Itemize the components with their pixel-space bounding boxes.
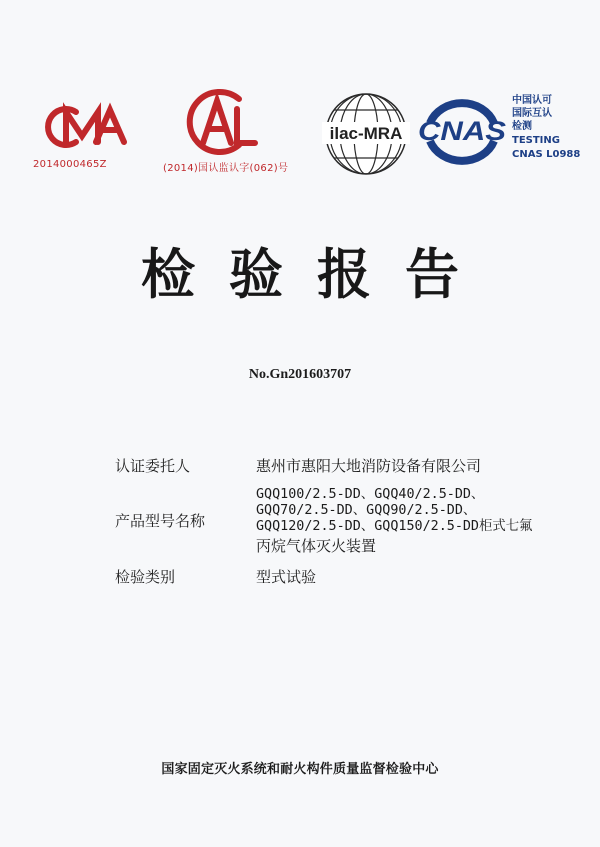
ilac-globe-icon — [318, 88, 414, 180]
product-line-4: 丙烷气体灭火装置 — [256, 537, 377, 555]
cnas-emblem-icon — [414, 97, 510, 165]
product-line-1: GQQ100/2.5-DD、GQQ40/2.5-DD、 — [256, 487, 485, 502]
svg-text:ilac-MRA: ilac-MRA — [329, 124, 403, 143]
cnas-side-line-5: CNAS L0988 — [512, 149, 581, 160]
product-line-2: GQQ70/2.5-DD、GQQ90/2.5-DD、 — [256, 503, 477, 518]
category-value: 型式试验 — [256, 568, 317, 586]
category-label: 检验类别 — [115, 568, 176, 586]
cnas-logo — [414, 97, 510, 165]
page-title: 检验报告 — [141, 243, 493, 306]
issuer-footer: 国家固定灭火系统和耐火构件质量监督检验中心 — [161, 762, 439, 777]
client-value: 惠州市惠阳大地消防设备有限公司 — [256, 457, 482, 475]
cma-caption: 2014000465Z — [33, 159, 107, 170]
cnas-side-line-1: 中国认可 — [512, 95, 552, 106]
cnas-side-line-3: 检测 — [512, 121, 532, 132]
cma-logo — [36, 98, 128, 156]
cnas-side-line-4: TESTING — [512, 135, 560, 146]
ilac-mra-logo — [318, 88, 414, 180]
product-label: 产品型号名称 — [115, 512, 206, 530]
cnas-side-line-2: 国际互认 — [512, 108, 552, 119]
cal-logo — [177, 87, 261, 157]
product-line-3: GQQ120/2.5-DD、GQQ150/2.5-DD柜式七氟 — [256, 519, 533, 534]
cma-seal-icon — [36, 98, 128, 156]
cal-seal-icon — [177, 87, 261, 157]
svg-text:CNAS: CNAS — [418, 116, 506, 146]
client-label: 认证委托人 — [115, 457, 191, 475]
report-number: No.Gn201603707 — [248, 367, 352, 382]
cal-caption: (2014)国认监认字(062)号 — [163, 163, 289, 174]
